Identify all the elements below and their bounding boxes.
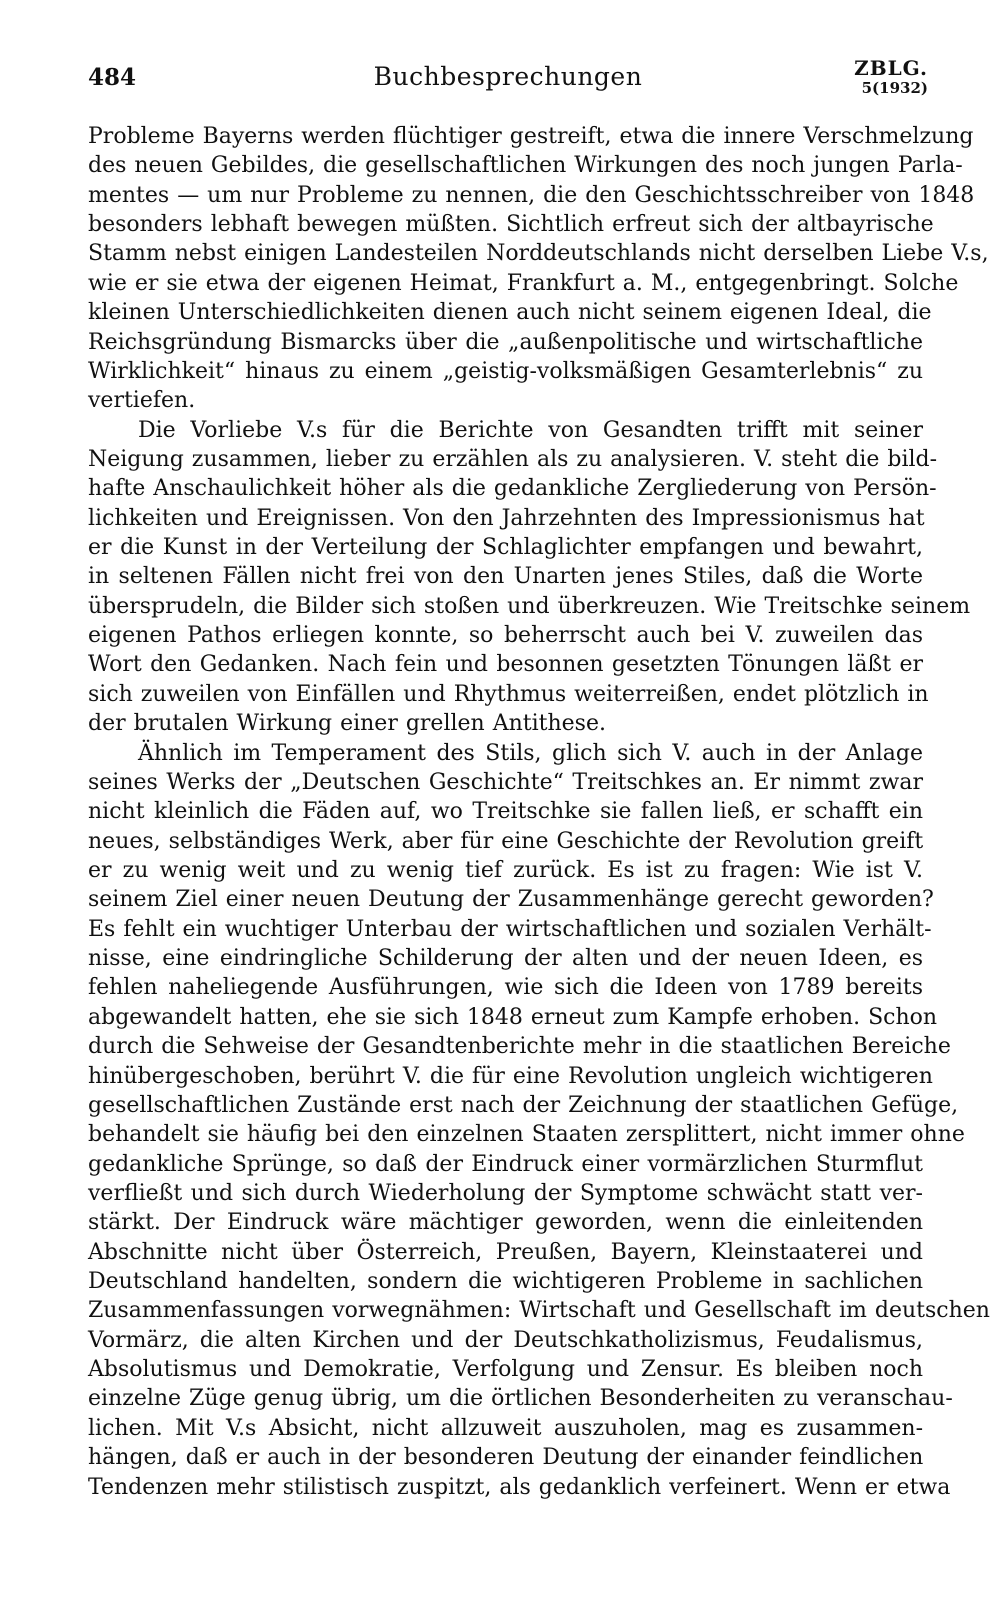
text-line: Die Vorliebe V.s für die Berichte von Gesandten trifft mit seiner bbox=[138, 417, 923, 443]
journal-issue: 5(1932) bbox=[861, 79, 928, 97]
paragraph bbox=[88, 416, 971, 739]
text-line: besonders lebhaft bewegen müßten. Sichtlich erfreut sich der altbayrische bbox=[88, 212, 934, 238]
text-line: Probleme Bayerns werden flüchtiger gestreift, etwa die innere Verschmelzung bbox=[88, 124, 974, 149]
running-title: Buchbesprechungen bbox=[373, 62, 643, 91]
text-line: seines Werks der „Deutschen Geschichte“ Treitschkes an. Er nimmt zwar bbox=[88, 769, 923, 795]
text-line: Es fehlt ein wuchtiger Unterbau der wirtschaftlichen und sozialen Verhält- bbox=[88, 916, 932, 942]
text-line: fehlen naheliegende Ausführungen, wie sich die Ideen von 1789 bereits bbox=[88, 975, 923, 1001]
text-line: kleinen Unterschiedlichkeiten dienen auch nicht seinem eigenen Ideal, die bbox=[88, 300, 932, 326]
text-line: Stamm nebst einigen Landesteilen Norddeutschlands nicht derselben Liebe V.s, bbox=[88, 241, 989, 267]
text-line: Deutschland handelten, sondern die wichtigeren Probleme in sachlichen bbox=[88, 1269, 923, 1295]
text-line: des neuen Gebildes, die gesellschaftlichen Wirkungen des noch jungen Parla- bbox=[88, 153, 963, 179]
text-line: lichkeiten und Ereignissen. Von den Jahrzehnten des Impressionismus hat bbox=[88, 505, 925, 531]
text-line: Tendenzen mehr stilistisch zuspitzt, als gedanklich verfeinert. Wenn er etwa bbox=[88, 1474, 951, 1500]
text-line: Vormärz, die alten Kirchen und der Deutschkatholizismus, Feudalismus, bbox=[88, 1327, 923, 1353]
text-line: durch die Sehweise der Gesandtenberichte mehr in die staatlichen Bereiche bbox=[88, 1034, 951, 1060]
page-number: 484 bbox=[88, 64, 137, 91]
text-line: Neigung zusammen, lieber zu erzählen als zu analysieren. V. steht die bild- bbox=[88, 446, 938, 472]
text-line: einzelne Züge genug übrig, um die örtlichen Besonderheiten zu veranschau- bbox=[88, 1386, 953, 1412]
text-line: übersprudeln, die Bilder sich stoßen und überkreuzen. Wie Treitschke seinem bbox=[88, 593, 971, 619]
text-line: in seltenen Fällen nicht frei von den Unarten jenes Stiles, daß die Worte bbox=[88, 564, 923, 590]
text-line: Abschnitte nicht über Österreich, Preußen, Bayern, Kleinstaaterei und bbox=[88, 1239, 923, 1265]
paragraph bbox=[88, 739, 990, 1502]
text-line: sich zuweilen von Einfällen und Rhythmus weiterreißen, endet plötzlich in bbox=[88, 681, 929, 707]
text-line: hängen, daß er auch in der besonderen Deutung der einander feindlichen bbox=[88, 1445, 924, 1471]
text-line: behandelt sie häufig bei den einzelnen Staaten zersplittert, nicht immer ohne bbox=[88, 1122, 965, 1148]
text-line: er die Kunst in der Verteilung der Schlaglichter empfangen und bewahrt, bbox=[88, 535, 923, 561]
text-line: Zusammenfassungen vorwegnähmen: Wirtschaft und Gesellschaft im deutschen bbox=[88, 1298, 990, 1324]
text-line: gedankliche Sprünge, so daß der Eindruck einer vormärzlichen Sturmflut bbox=[88, 1151, 923, 1177]
journal-abbreviation: ZBLG. bbox=[854, 56, 928, 80]
text-line: neues, selbständiges Werk, aber für eine Geschichte der Revolution greift bbox=[88, 828, 924, 854]
text-line: der brutalen Wirkung einer grellen Antithese. bbox=[88, 711, 606, 737]
text-line: seinem Ziel einer neuen Deutung der Zusammenhänge gerecht geworden? bbox=[88, 887, 934, 913]
text-line: lichen. Mit V.s Absicht, nicht allzuweit auszuholen, mag es zusammen- bbox=[88, 1415, 923, 1441]
text-line: Wirklichkeit“ hinaus zu einem „geistig-volksmäßigen Gesamterlebnis“ zu bbox=[88, 358, 923, 384]
text-line: hinübergeschoben, berührt V. die für eine Revolution ungleich wichtigeren bbox=[88, 1063, 933, 1089]
text-line: Wort den Gedanken. Nach fein und besonnen gesetzten Tönungen läßt er bbox=[88, 652, 923, 678]
paragraph bbox=[88, 122, 989, 416]
text-line: wie er sie etwa der eigenen Heimat, Frankfurt a. M., entgegenbringt. Solche bbox=[88, 270, 959, 296]
text-line: vertiefen. bbox=[88, 388, 196, 414]
text-line: nicht kleinlich die Fäden auf, wo Treitschke sie fallen ließ, er schafft ein bbox=[88, 799, 923, 825]
text-line: eigenen Pathos erliegen konnte, so beherrscht auch bei V. zuweilen das bbox=[88, 623, 923, 649]
review-text bbox=[88, 122, 990, 1502]
text-line: gesellschaftlichen Zustände erst nach der Zeichnung der staatlichen Gefüge, bbox=[88, 1092, 959, 1118]
text-line: mentes — um nur Probleme zu nennen, die den Geschichtsschreiber von 1848 bbox=[88, 182, 975, 208]
page-header bbox=[88, 58, 928, 106]
journal-reference bbox=[842, 58, 928, 96]
text-line: verfließt und sich durch Wiederholung der Symptome schwächt statt ver- bbox=[88, 1180, 923, 1206]
text-line: stärkt. Der Eindruck wäre mächtiger geworden, wenn die einleitenden bbox=[88, 1210, 923, 1236]
text-line: er zu wenig weit und zu wenig tief zurück. Es ist zu fragen: Wie ist V. bbox=[88, 857, 923, 883]
text-line: abgewandelt hatten, ehe sie sich 1848 erneut zum Kampfe erhoben. Schon bbox=[88, 1004, 938, 1030]
text-line: nisse, eine eindringliche Schilderung der alten und der neuen Ideen, es bbox=[88, 946, 923, 972]
text-line: Absolutismus und Demokratie, Verfolgung und Zensur. Es bleiben noch bbox=[88, 1357, 923, 1383]
text-line: Reichsgründung Bismarcks über die „außenpolitische und wirtschaftliche bbox=[88, 329, 923, 355]
text-line: hafte Anschaulichkeit höher als die gedankliche Zergliederung von Persön- bbox=[88, 476, 937, 502]
text-line: Ähnlich im Temperament des Stils, glich sich V. auch in der Anlage bbox=[138, 740, 923, 766]
